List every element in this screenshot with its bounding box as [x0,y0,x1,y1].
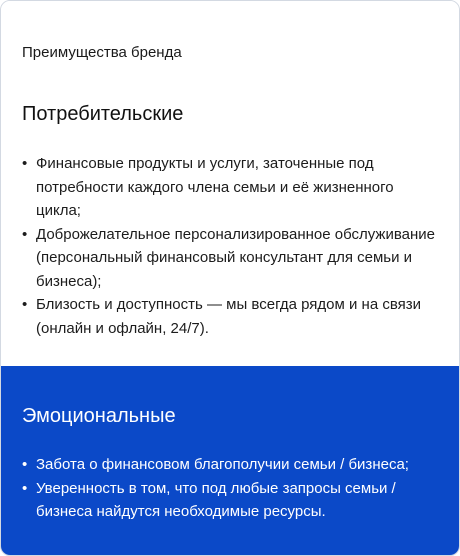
list-item-text: Доброжелательное персонализированное обслуживание (персональный финансовый консультант для семьи и бизнеса); [36,225,435,290]
list-item-text: Забота о финансовом благополучии семьи / бизнеса; [36,456,409,473]
emotional-section [1,366,459,556]
list-item [22,293,441,340]
consumer-list [22,152,441,340]
list-item [22,477,441,524]
list-item [22,152,441,223]
bullet-icon: • [22,225,28,243]
emotional-heading: Эмоциональные [22,405,176,427]
bullet-icon: • [22,456,28,473]
list-item [22,223,441,294]
list-item-text: Уверенность в том, что под любые запросы семьи / бизнеса найдутся необходимые ресурсы. [36,479,396,520]
bullet-icon: • [22,155,28,172]
emotional-list [22,453,441,524]
card-title: Преимущества бренда [22,44,182,61]
list-item-text: Финансовые продукты и услуги, заточенные под потребности каждого члена семьи и её жизненного цикла; [36,155,394,219]
consumer-section [1,1,459,366]
list-item-text: Близость и доступность — мы всегда рядом и на связи (онлайн и офлайн, 24/7). [36,296,422,337]
consumer-heading: Потребительские [22,103,184,125]
bullet-icon: • [22,296,28,313]
bullet-icon: • [22,479,28,497]
list-item [22,453,441,477]
